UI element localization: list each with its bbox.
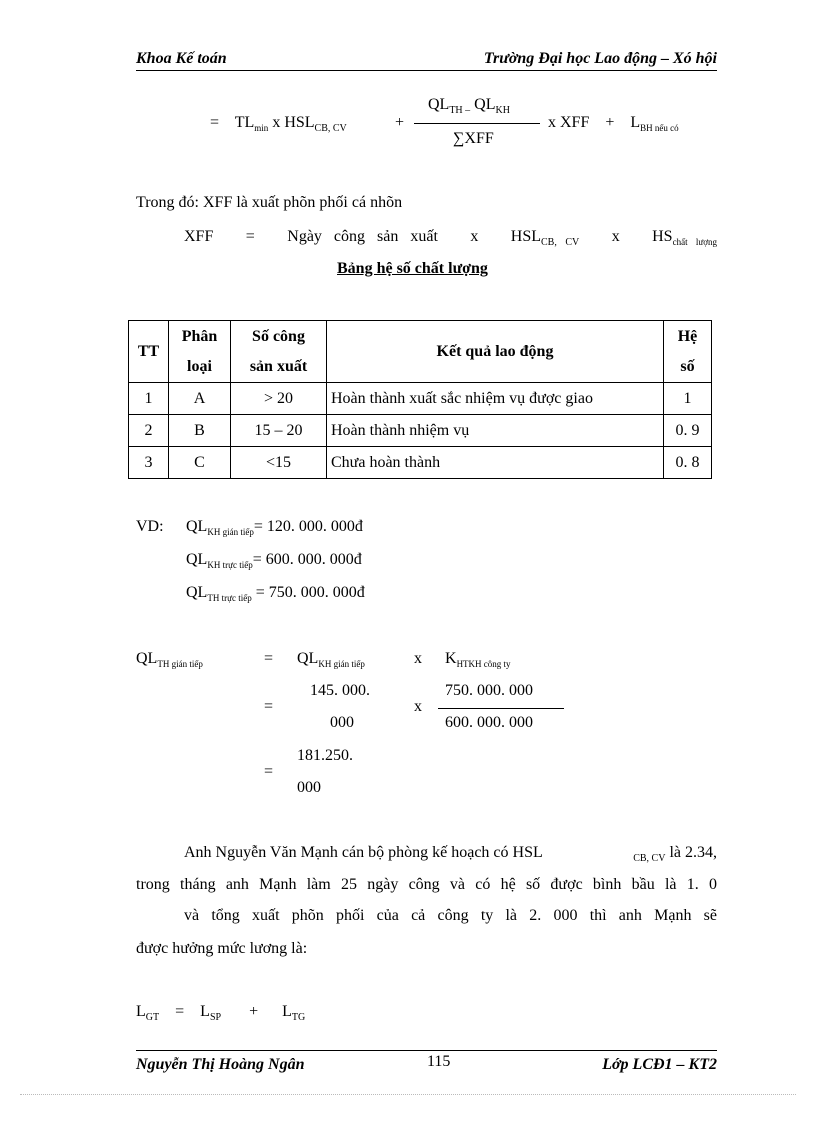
coefficient-table — [128, 320, 712, 479]
cell-cong: 15 – 20 — [231, 415, 327, 447]
header-tt: TT — [129, 321, 169, 383]
cell-tt: 2 — [129, 415, 169, 447]
formula1-fraction-bar — [414, 123, 540, 124]
table-row — [129, 447, 712, 479]
page-bottom-border — [20, 1094, 796, 1095]
cell-he-so: 0. 8 — [664, 447, 712, 479]
cell-cong: <15 — [231, 447, 327, 479]
calc-value-1a: 145. 000. — [310, 682, 370, 699]
cell-ket-qua: Hoàn thành xuất sắc nhiệm vụ được giao — [327, 383, 664, 415]
header-ket-qua: Kết quả lao động — [327, 321, 664, 383]
vd-line-3: $QL_{TH trực tiếp} = 750$. 000. 000đ — [186, 584, 365, 603]
table-row — [129, 415, 712, 447]
calc-result-a: 181.250. — [297, 747, 353, 764]
vd-line-1: $QL_{KH gián tiếp}= 120$. 000. 000đ — [186, 518, 363, 537]
cell-cong: > 20 — [231, 383, 327, 415]
table-title: Bảng hệ số chất lượng — [337, 260, 488, 277]
cell-tt: 3 — [129, 447, 169, 479]
para-line-1: Anh Nguyễn Văn Mạnh cán bộ phòng kế hoạch có HSL $_{CB, CV}$ là 2.34, — [184, 844, 717, 864]
final-formula: $L_{GT}$ = $L_{SP}$ + $L_{TG}$ — [136, 1003, 306, 1023]
calc-ql-kh: $QL_{KH gián tiếp}$ — [297, 650, 365, 669]
calc-denominator: 600. 000. 000 — [445, 714, 533, 731]
cell-loai: C — [169, 447, 231, 479]
header-he-so: Hệ số — [664, 321, 712, 383]
table-row — [129, 383, 712, 415]
header-phan-loai: Phân loại — [169, 321, 231, 383]
calc-x-2: x — [414, 698, 422, 715]
header-left: Khoa Kế toán — [136, 50, 227, 67]
para-line-2: trong tháng anh Mạnh làm 25 ngày công và có hệ số được bình bầu là 1. 0 — [136, 876, 717, 893]
calc-fraction-bar — [438, 708, 564, 709]
formula2: XFF = Ngày công sản xuất x $HSL_{CB, CV}$ x $HS_{chất lượng}$ — [184, 228, 717, 248]
cell-tt: 1 — [129, 383, 169, 415]
footer-right: Lớp LCĐ1 – KT2 — [602, 1056, 717, 1073]
table-header-row — [129, 321, 712, 383]
cell-he-so: 0. 9 — [664, 415, 712, 447]
para-line-3: và tổng xuất phõn phối của cả công ty là 2. 000 thì anh Mạnh sẽ — [184, 907, 717, 924]
calc-eq-3: = — [264, 763, 274, 780]
footer-rule — [136, 1050, 717, 1051]
page-number: 115 — [427, 1053, 451, 1070]
cell-loai: A — [169, 383, 231, 415]
calc-eq-1: = — [264, 650, 274, 667]
formula1-plus: + — [395, 114, 405, 131]
para-line-4: được hưởng mức lương là: — [136, 940, 308, 957]
formula1-denominator: ∑XFF — [453, 130, 494, 147]
header-right: Trường Đại học Lao động – Xó hội — [483, 50, 717, 67]
calc-numerator: 750. 000. 000 — [445, 682, 533, 699]
vd-label: VD: — [136, 518, 164, 535]
formula1-rhs: x XFF + $L_{BH nếu có}$ — [548, 114, 679, 133]
footer-left: Nguyễn Thị Hoàng Ngân — [136, 1056, 305, 1073]
calc-value-1b: 000 — [330, 714, 354, 731]
header-rule — [136, 70, 717, 71]
header-so-cong: Số công sản xuất — [231, 321, 327, 383]
calc-result-b: 000 — [297, 779, 321, 796]
formula1-lhs: = $TL_{min}$ x $HSL_{CB, CV}$ — [210, 114, 347, 134]
cell-ket-qua: Hoàn thành nhiệm vụ — [327, 415, 664, 447]
trong-do-text: Trong đó: XFF là xuất phõn phối cá nhõn — [136, 194, 403, 211]
cell-loai: B — [169, 415, 231, 447]
cell-he-so: 1 — [664, 383, 712, 415]
calc-lhs: $QL_{TH gián tiếp}$ — [136, 650, 203, 669]
cell-ket-qua: Chưa hoàn thành — [327, 447, 664, 479]
calc-k: $K_{HTKH công ty}$ — [445, 650, 511, 669]
vd-line-2: $QL_{KH trực tiếp}= 600$. 000. 000đ — [186, 551, 362, 570]
calc-x-1: x — [414, 650, 422, 667]
formula1-numerator: $QL_{TH -}$ $QL_{KH}$ — [428, 96, 510, 116]
calc-eq-2: = — [264, 698, 274, 715]
